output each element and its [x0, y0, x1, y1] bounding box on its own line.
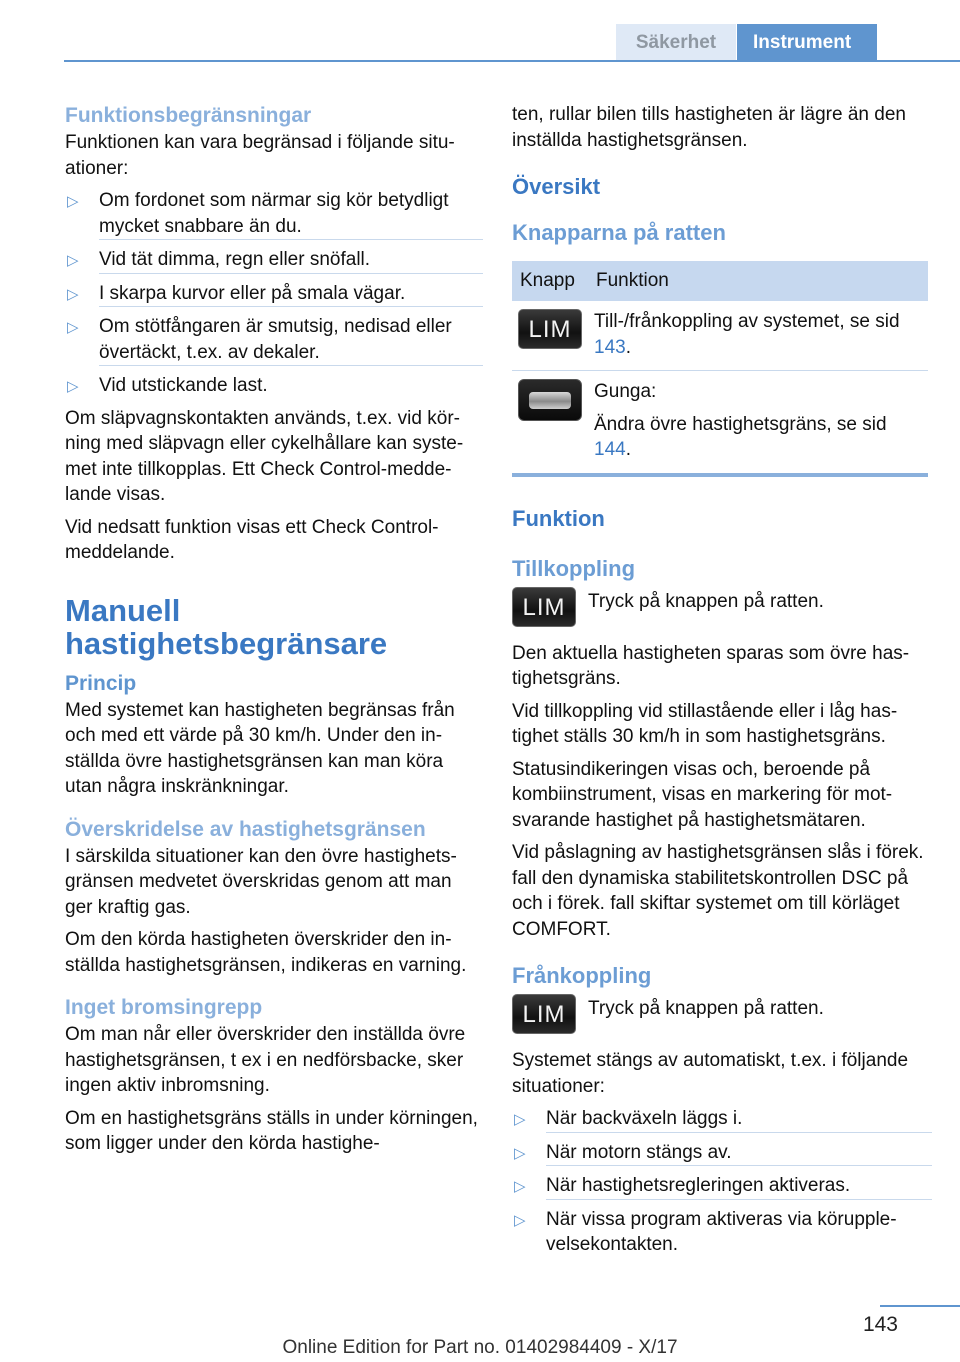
oversikt-heading: Översikt [512, 174, 601, 199]
tillkoppling-p4: Vid påslagning av hastighetsgränsen slås i förek. fall den dynamiska stabilitetskontrollen DSC på och i förek. fall skiftar systemet om till körläget COMFORT. [512, 842, 924, 940]
table-row [512, 371, 928, 475]
divider [546, 1132, 932, 1133]
inget-text-1: Om man når eller överskrider den inställda övre hastighetsgränsen, t ex i en nedförsbacke, sker ingen aktiv inbromsning. [65, 1024, 466, 1096]
table-header-knapp: Knapp [512, 261, 588, 301]
overskridelse-text-2: Om den körda hastigheten överskrider den inställda hastighetsgränsen, indikeras en varning. [65, 929, 467, 976]
list-item-text: Om stötfångaren är smutsig, nedisad eller övertäckt, t.ex. av dekaler. [99, 316, 452, 363]
nedsatt-paragraph: Vid nedsatt funktion visas ett Check Control-meddelande. [65, 516, 439, 563]
funk-list [65, 188, 483, 399]
row1-suffix: . [625, 336, 631, 358]
tab-instrument[interactable]: Instrument [737, 24, 877, 61]
list-item [65, 373, 483, 399]
continuation-text: ten, rullar bilen tills hastigheten är lägre än den inställda hastighetsgränsen. [512, 104, 906, 151]
row2-suffix: . [625, 439, 631, 460]
button-table [512, 261, 928, 477]
list-item-text: När vissa program aktiveras via körupplevelsekontakten. [546, 1208, 897, 1255]
slapvagn-paragraph: Om släpvagnskontakten används, t.ex. vid körning med släpvagn eller cykelhållare kan systemet inte tillkopplas. Ett Check Control-meddelande visas. [65, 407, 464, 505]
row1-text: Till-/frånkoppling av systemet, se sid [594, 311, 900, 332]
list-item-text: När hastighetsregleringen aktiveras. [546, 1175, 851, 1196]
table-cell [588, 371, 928, 475]
inget-text-2: Om en hastighetsgräns ställs in under körningen, som ligger under den körda hastighe- [65, 1107, 478, 1154]
edition-footer: Online Edition for Part no. 01402984409 - X/17 [282, 1337, 678, 1358]
triangle-bullet-icon: ▷ [67, 378, 79, 395]
tillkoppling-p2: Vid tillkoppling vid stillastående eller i låg hastighet ställs 30 km/h in som hastighetsgräns. [512, 700, 898, 747]
triangle-bullet-icon: ▷ [514, 1178, 526, 1195]
lim-button-icon: LIM [512, 994, 576, 1034]
list-item-text: När motorn stängs av. [546, 1141, 732, 1163]
tillkoppling-p3: Statusindikeringen visas och, beroende på kombiinstrument, visas en markering för motsvarande hastighet på hastighetsmätaren. [512, 758, 893, 831]
triangle-bullet-icon: ▷ [67, 319, 79, 336]
tab-sakerhet[interactable]: Säkerhet [616, 24, 736, 61]
triangle-bullet-icon: ▷ [67, 285, 79, 303]
funk-intro: Funktionen kan vara begränsad i följande situationer: [65, 132, 455, 179]
divider [99, 273, 483, 274]
list-item [512, 1106, 932, 1133]
princip-text: Med systemet kan hastigheten begränsas från och med ett värde på 30 km/h. Under den inställda övre hastighetsgränsen kan man köra utan några inskränkningar. [65, 699, 455, 797]
divider [546, 1165, 932, 1166]
header-rule [64, 60, 960, 62]
princip-heading: Princip [65, 671, 137, 695]
table-cell [588, 301, 928, 371]
list-item [65, 281, 483, 308]
list-item-text: Om fordonet som närmar sig kör betydligt mycket snabbare än du. [99, 190, 449, 237]
lim-button-icon: LIM [512, 587, 576, 627]
table-header-funktion: Funktion [588, 261, 928, 301]
divider [99, 306, 483, 307]
manuell-hastighetsbegransare-heading: Manuell hastighetsbegränsare [65, 592, 388, 661]
list-item-text: Vid tät dimma, regn eller snöfall. [99, 249, 371, 270]
triangle-bullet-icon: ▷ [67, 252, 79, 269]
row2-body [594, 412, 922, 463]
lim-button-icon: LIM [518, 309, 582, 349]
row2-label: Gunga: [594, 381, 657, 402]
footer-rule [880, 1305, 960, 1307]
rocker-switch-icon [518, 379, 582, 421]
page-link-144[interactable]: 144 [594, 439, 626, 460]
tillkoppling-action: Tryck på knappen på ratten. [588, 590, 824, 612]
list-item [65, 188, 483, 240]
funktion-heading: Funktion [512, 505, 605, 531]
page-number: 143 [862, 1313, 898, 1336]
divider [99, 365, 483, 366]
list-item [512, 1173, 932, 1200]
funktionsbegransningar-heading: Funktionsbegränsningar [65, 104, 312, 127]
frankoppling-intro: Systemet stängs av automatiskt, t.ex. i följande situationer: [512, 1050, 909, 1097]
triangle-bullet-icon: ▷ [67, 193, 79, 210]
list-item-text: I skarpa kurvor eller på smala vägar. [99, 282, 406, 304]
divider [546, 1199, 932, 1200]
frankoppling-heading: Frånkoppling [512, 963, 652, 988]
divider [99, 239, 483, 240]
list-item [65, 314, 483, 366]
triangle-bullet-icon: ▷ [514, 1111, 526, 1128]
list-item-text: När backväxeln läggs i. [546, 1108, 743, 1129]
overskridelse-text-1: I särskilda situationer kan den övre hastighetsgränsen medvetet överskridas genom att man ger kraftig gas. [65, 845, 457, 918]
left-column [65, 102, 483, 1164]
knapparna-heading: Knapparna på ratten [512, 220, 726, 245]
inget-bromsingrepp-heading: Inget bromsingrepp [65, 996, 263, 1019]
list-item-text: Vid utstickande last. [99, 375, 268, 396]
overskridelse-heading: Överskridelse av hastighetsgränsen [65, 817, 426, 841]
list-item [512, 1140, 932, 1167]
frankoppling-action: Tryck på knappen på ratten. [588, 998, 824, 1019]
row2-text: Ändra övre hastighetsgräns, se sid [594, 413, 887, 435]
page-link-143[interactable]: 143 [594, 336, 626, 358]
frankoppling-action-row [512, 996, 932, 1034]
tillkoppling-action-row [512, 589, 932, 627]
fran-list [512, 1106, 932, 1258]
triangle-bullet-icon: ▷ [514, 1211, 526, 1229]
triangle-bullet-icon: ▷ [514, 1144, 526, 1162]
tillkoppling-p1: Den aktuella hastigheten sparas som övre hastighetsgräns. [512, 642, 910, 689]
tillkoppling-heading: Tillkoppling [512, 555, 636, 581]
table-row [512, 301, 928, 371]
list-item [65, 247, 483, 274]
list-item [512, 1207, 932, 1258]
right-column [512, 102, 932, 1265]
